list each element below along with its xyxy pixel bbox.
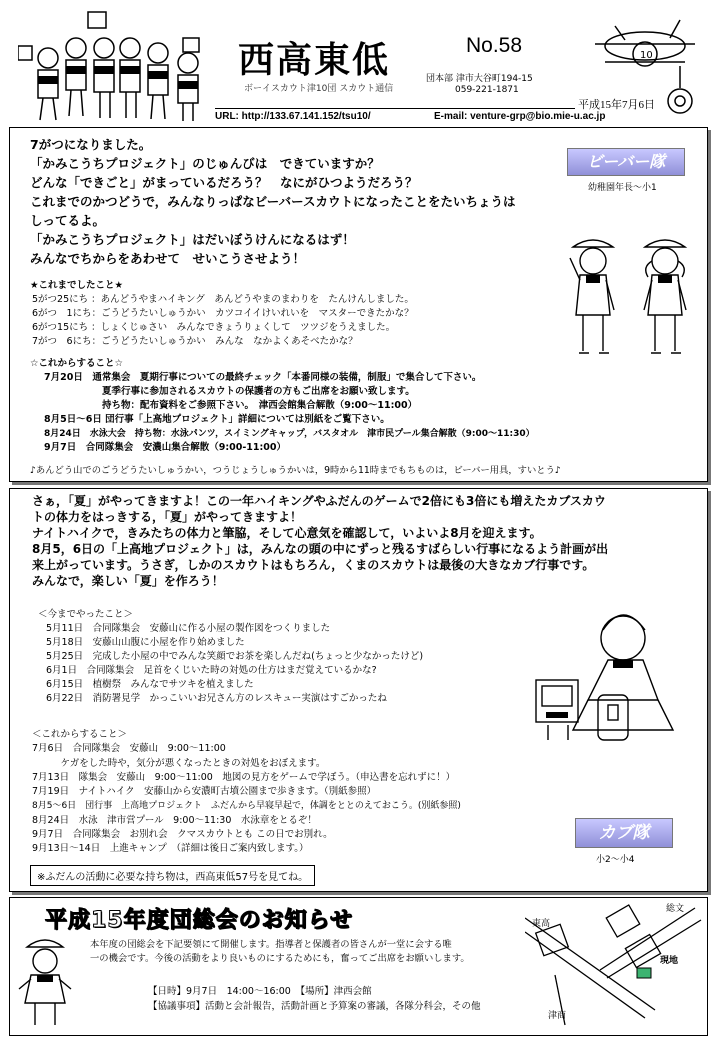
- beaver-intro: 7がつになりました。 「かみこうちプロジェクト」のじゅんびは できていますか？ どんな「できごと」がまっているだろう？ なにがひつようだろう？ これまでのかつどうで，みんなりっぱなビーバースカウトになったことをたいちょうは しってるよ。 「かみこうちプロジェクト」はだいぼうけんになるはず！ みんなでちからをあわせて せいこうさせよう！: [30, 137, 516, 266]
- beaver-todo-heading: ☆これからすること☆: [30, 358, 124, 369]
- phone-number: 059-221-1871: [455, 85, 519, 95]
- map-label-culture-hall: 総文: [666, 904, 685, 914]
- assembly-body: 本年度の団総会を下記要領にて開催します。指導者と保護者の皆さんが一堂に会する唯 一の機会です。今後の活動をより良いものにするためにも，奮ってご出席をお願いします。: [90, 939, 470, 964]
- map-label-venue: 現地: [660, 956, 679, 966]
- assembly-when: 【日時】9月7日 14:00〜16:00 【場所】津西会館: [148, 986, 372, 997]
- issue-number: No.58: [466, 34, 523, 57]
- cub-todo-list: ＜これからすること＞ 7月6日 合同隊集会 安藤山 9:00〜11:00 ケガをした時や，気分が悪くなったときの対処をおぼえます。 7月13日 隊集会 安藤山 9:00〜11:00 地図の見方をゲームで学ぼう。（申込書を忘れずに！） 7月19日 ナイトハイク 安藤山から安濃町古墳公園まで歩きます。（別紙参照） 8月5〜6日 団行事 上高地プロジェクト ふだんから早寝早起で，体調をととのえておこう。(別紙参照) 8月24日 水泳 津市営プール 9:00〜11:30 水泳章をとるぞ！ 9月7日 合同隊集会 お別れ会 クマスカウトとも この日でお別れ。 9月13日〜14日 上進キャンプ （詳細は後日ご案内致します。）: [32, 729, 461, 855]
- svg-text:10: 10: [640, 50, 653, 61]
- website-link[interactable]: URL: http://133.67.141.152/tsu10/: [215, 111, 371, 122]
- email-link[interactable]: E-mail: venture-grp@bio.mie-u.ac.jp: [434, 111, 606, 122]
- assembly-agenda: 【協議事項】活動と会計報告，活動計画と予算案の審議，各隊分科会，その他: [148, 1001, 481, 1012]
- header-rule: [215, 108, 575, 109]
- beaver-done-list: ★これまでしたこと★ 5がつ25にち ：あんどうやまハイキング あんどうやまのまわりを たんけんしました。 6がつ 1にち：ごうどうたいしゅうかい カツコイイけいれいを マスターできたかな？ 6がつ15にち ：しょくじゅさい みんなできょうりょくして ツツジをうえました。 7がつ 6にち：ごうどうたいしゅうかい みんな なかよくあそべたかな？: [30, 280, 414, 347]
- cub-age-caption: 小2〜小4: [596, 855, 635, 865]
- issue-date: 平成15年7月6日: [578, 99, 655, 111]
- scouts-illustration: [18, 8, 218, 126]
- map-label-tsu-commercial: 津商: [548, 1011, 567, 1021]
- cub-done-list: ＜今までやったこと＞ 5月11日 合同隊集会 安藤山に作る小屋の製作図をつくりました 5月18日 安藤山山腹に小屋を作り始めました 5月25日 完成した小屋の中でみんな笑顔でお茶を楽しんだね(ちょっと少なかったけど) 6月1日 合同隊集会 足首をくじいた時の対処の仕方はまだ覚えているかな? 6月15日 植樹祭 みんなでサツキを植えました 6月22日 消防署見学 かっこいいお兄さん方のレスキュー実演はすごかったね: [38, 609, 424, 704]
- newsletter-subtitle: ボーイスカウト津10団 スカウト通信: [244, 84, 394, 94]
- cub-scout-illustration: [528, 600, 688, 750]
- beaver-badge: ビーバー隊: [567, 148, 685, 176]
- cub-notice: ※ふだんの活動に必要な持ち物は，西高東低57号を見てね。: [30, 865, 315, 886]
- cub-intro: さぁ，「夏」がやってきますよ！この一年ハイキングやふだんのゲームで2倍にも3倍にも増えたカブスカウ トの体力をはっきする，「夏」がやってきますよ！ ナイトハイクで，きみたちの体力と筆脇，そして心意気を確認して，いよいよ8月を迎えます。 8月5，6日の「上高地プロジェクト」は，みんなの頭の中にずっと残るすばらしい行事になるよう計画が出 来上がっています。うさぎ，しかのスカウトはもちろん，くまのスカウトは最後の大きなカブ行事です。 みんなで，楽しい「夏」を作ろう！: [32, 494, 609, 588]
- assembly-title: 平成15年度団総会のお知らせ: [45, 908, 353, 933]
- cub-todo-heading: ＜これからすること＞: [32, 729, 128, 740]
- cub-done-heading: ＜今までやったこと＞: [38, 609, 134, 620]
- cub-badge: カブ隊: [575, 818, 673, 848]
- newsletter-title: 西高東低: [238, 39, 391, 81]
- scout-mascot-illustration: [15, 935, 75, 1030]
- beaver-footnote: ♪あんどう山でのごうどうたいしゅうかい，つうじょうしゅうかいは，9時から11時までもちものは，ビーバー用具，すいとう♪: [30, 465, 561, 476]
- beaver-done-heading: ★これまでしたこと★: [30, 280, 124, 291]
- organization-address: 団本部 津市大谷町194-15: [426, 74, 533, 84]
- map-label-east-high: 東高: [532, 919, 551, 929]
- beaver-age-caption: 幼稚園年長〜小1: [588, 183, 657, 193]
- beaver-todo-list: ☆これからすること☆ 7月20日 通常集会 夏期行事についての最終チェック「本番同様の装備，制服」で集合して下さい。 夏季行事に参加されるスカウトの保護者の方もご出席をお願い致します。 持ち物：配布資料をご参照下さい。 津西会館集合解散（9:00〜11:00） 8月5日〜6日 団行事「上高地プロジェクト」詳細については別紙をご覧下さい。 8月24日 水泳大会 持ち物：水泳パンツ，スイミングキャップ，バスタオル 津市民プール集合解散（9:00〜11:30） 9月7日 合同隊集会 安濃山集合解散（9:00-11:00）: [30, 358, 535, 453]
- beaver-scouts-illustration: [555, 225, 705, 365]
